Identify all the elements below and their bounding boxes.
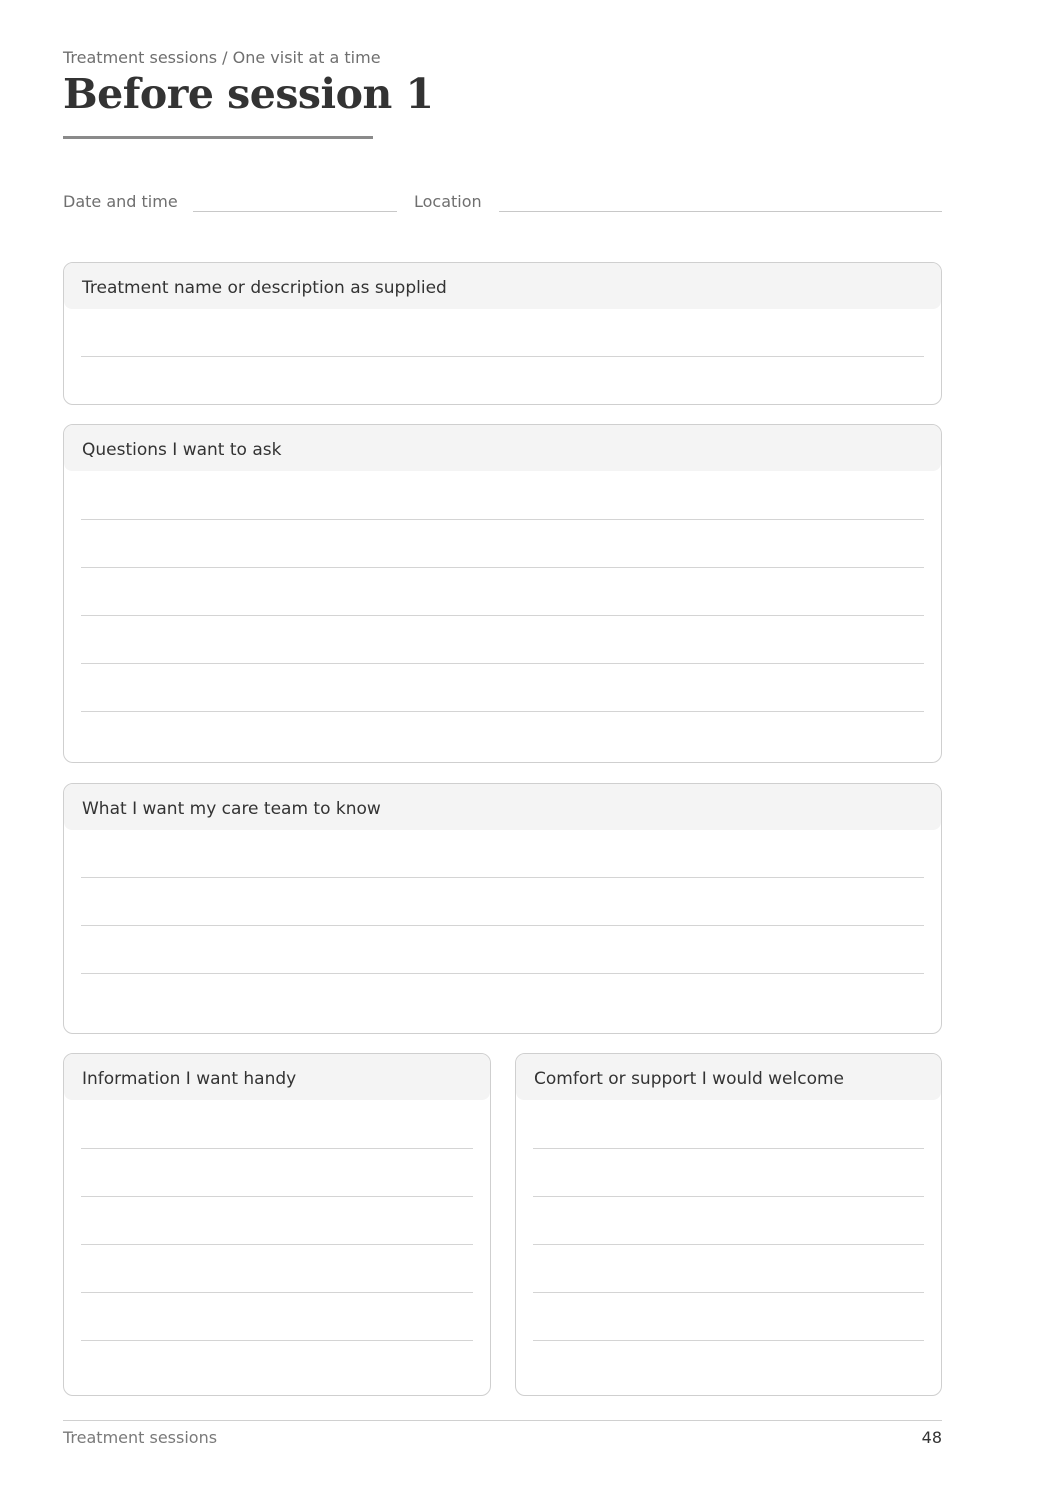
writing-line[interactable]: [81, 1148, 473, 1149]
questions-card-title: Questions I want to ask: [82, 440, 282, 460]
page-number: 48: [921, 1428, 942, 1447]
information-card-header: [64, 1054, 490, 1100]
treatment-card-title: Treatment name or description as supplied: [82, 278, 447, 298]
writing-line[interactable]: [81, 711, 924, 712]
writing-line[interactable]: [81, 615, 924, 616]
writing-line[interactable]: [81, 663, 924, 664]
page-title: Before session 1: [63, 70, 434, 118]
questions-card: [63, 424, 942, 763]
writing-line[interactable]: [81, 356, 924, 357]
footer-divider: [63, 1420, 942, 1421]
writing-line[interactable]: [81, 1244, 473, 1245]
writing-line[interactable]: [533, 1292, 924, 1293]
writing-line[interactable]: [81, 567, 924, 568]
care-team-card-header: [64, 784, 941, 830]
writing-line[interactable]: [81, 1340, 473, 1341]
care-team-card-title: What I want my care team to know: [82, 799, 381, 819]
writing-line[interactable]: [81, 973, 924, 974]
comfort-card: [515, 1053, 942, 1396]
breadcrumb: Treatment sessions / One visit at a time: [63, 48, 381, 67]
information-card: [63, 1053, 491, 1396]
writing-line[interactable]: [81, 1196, 473, 1197]
questions-card-header: [64, 425, 941, 471]
writing-line[interactable]: [81, 925, 924, 926]
writing-line[interactable]: [533, 1244, 924, 1245]
writing-line[interactable]: [533, 1340, 924, 1341]
information-card-title: Information I want handy: [82, 1069, 297, 1089]
title-underline: [63, 136, 373, 139]
treatment-card-header: [64, 263, 941, 309]
comfort-card-header: [516, 1054, 941, 1100]
writing-line[interactable]: [81, 877, 924, 878]
writing-line[interactable]: [81, 519, 924, 520]
location-label: Location: [414, 192, 482, 211]
date-time-field[interactable]: [193, 211, 397, 212]
writing-line[interactable]: [533, 1196, 924, 1197]
footer-section-name: Treatment sessions: [63, 1428, 218, 1447]
writing-line[interactable]: [533, 1148, 924, 1149]
writing-line[interactable]: [81, 1292, 473, 1293]
location-field[interactable]: [499, 211, 942, 212]
treatment-card: [63, 262, 942, 405]
care-team-card: [63, 783, 942, 1034]
comfort-card-title: Comfort or support I would welcome: [534, 1069, 845, 1089]
date-time-label: Date and time: [63, 192, 178, 211]
